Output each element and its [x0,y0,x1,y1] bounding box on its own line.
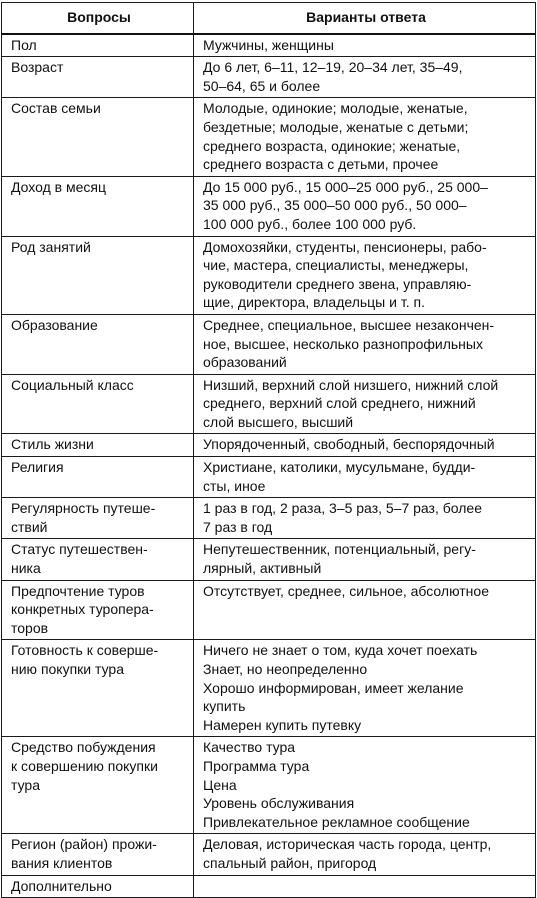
question-line: Социальный класс [11,376,134,393]
answer-line: бездетные; молодые, женатые с детьми; [203,118,469,135]
answer-line: 50–64, 65 и более [203,77,321,94]
table-row [2,98,536,176]
table-row [2,457,536,498]
answer-line: среднего возраста, одинокие; женатые, [203,137,461,154]
answer-line: среднего, верхний слой среднего, нижний [203,395,476,412]
answer-cell [194,374,536,434]
answer-line: Качество тура [203,739,296,756]
answer-line: спальный район, пригород [203,854,377,871]
question-line: Род занятий [11,238,91,255]
table-row [2,314,536,374]
question-cell [2,57,194,98]
question-cell [2,34,194,57]
question-cell [2,98,194,176]
table-row [2,57,536,98]
answer-line: Намерен купить путевку [203,716,362,733]
answer-line: лярный, активный [203,560,322,577]
answer-line: Домохозяйки, студенты, пенсионеры, рабо- [203,238,487,255]
answer-line: Отсутствует, среднее, сильное, абсолютное [203,582,489,599]
question-cell [2,236,194,314]
question-cell [2,737,194,834]
answer-cell [194,314,536,374]
table-row [2,434,536,457]
answer-line: Деловая, историческая часть города, центр, [203,836,492,853]
answer-line: сты, иное [203,477,266,494]
header-answers: Варианты ответа [194,3,536,34]
table-row [2,875,536,898]
answer-line: купить [203,698,246,715]
question-cell [2,539,194,580]
answer-line: Христиане, католики, мусульмане, будди- [203,459,476,476]
table-row [2,498,536,539]
question-line: Статус путешествен- [11,541,148,558]
answer-line: 35 000 руб., 35 000–50 000 руб., 50 000– [203,197,467,214]
question-line: вания клиентов [11,854,113,871]
header-questions: Вопросы [2,3,194,34]
answer-cell [194,457,536,498]
question-line: Предпочтение туров [11,582,145,599]
answer-cell [194,834,536,875]
question-cell [2,580,194,640]
question-line: конкретных туропера- [11,601,154,618]
question-line: Возраст [11,59,64,76]
question-cell [2,875,194,898]
answer-line: руководители среднего звена, управляю- [203,275,472,292]
table-row [2,834,536,875]
table-row [2,737,536,834]
answer-cell [194,434,536,457]
table-body [2,34,536,898]
answer-line: Знает, но неопределенно [203,661,368,677]
answer-line: 100 000 руб., более 100 000 руб. [203,215,417,232]
question-line: ника [11,560,41,577]
table-row [2,236,536,314]
table-row [2,640,536,737]
answer-line: слой высшего, высший [203,413,354,430]
table-row [2,176,536,236]
question-cell [2,834,194,875]
question-cell [2,640,194,737]
answer-cell [194,34,536,57]
answer-line: Упорядоченный, свободный, беспорядочный [203,436,495,453]
answer-line: Среднее, специальное, высшее незакончен- [203,316,495,333]
question-line: нию покупки тура [11,661,124,677]
question-line: Регион (район) прожи- [11,836,157,853]
answer-line: Программа тура [203,757,310,774]
answer-line: Хорошо информирован, имеет желание [203,679,464,696]
question-line: Стиль жизни [11,436,94,453]
question-cell [2,176,194,236]
answer-cell [194,236,536,314]
answer-cell [194,539,536,580]
answer-cell [194,737,536,834]
answer-cell [194,57,536,98]
answer-cell [194,875,536,898]
answer-line: чие, мастера, специалисты, менеджеры, [203,257,469,274]
question-cell [2,374,194,434]
survey-table [1,2,536,898]
question-line: ствий [11,518,48,535]
answer-line: До 15 000 руб., 15 000–25 000 руб., 25 000– [203,178,488,195]
question-line: Пол [11,36,37,53]
answer-line: Ничего не знает о том, куда хочет поехать [203,642,478,659]
answer-line: 7 раз в год [203,518,273,535]
question-line: Средство побуждения [11,739,156,756]
answer-cell [194,98,536,176]
question-cell [2,498,194,539]
question-line: Состав семьи [11,100,101,117]
answer-line: Мужчины, женщины [203,36,334,53]
question-line: тура [11,776,40,793]
table-row [2,539,536,580]
answer-line: Цена [203,776,237,793]
answer-line: Уровень обслуживания [203,795,355,812]
question-cell [2,434,194,457]
table-row [2,374,536,434]
answer-line: щие, директора, владельцы и т. п. [203,294,425,311]
table-row [2,34,536,57]
question-line: Доход в месяц [11,178,106,195]
answer-cell [194,640,536,737]
header-row [2,3,536,34]
answer-line: Привлекательное рекламное сообщение [203,813,470,830]
answer-line: 1 раз в год, 2 раза, 3–5 раз, 5–7 раз, более [203,500,482,517]
question-line: к совершению покупки [11,757,158,774]
question-line: Образование [11,316,98,333]
question-line: Регулярность путеше- [11,500,156,517]
answer-line: Низший, верхний слой низшего, нижний слой [203,376,499,393]
question-line: Дополнительно [11,877,112,894]
answer-line: До 6 лет, 6–11, 12–19, 20–34 лет, 35–49, [203,59,463,76]
answer-cell [194,176,536,236]
answer-cell [194,498,536,539]
answer-line: среднего возраста с детьми, прочее [203,156,439,173]
answer-cell [194,580,536,640]
table-row [2,580,536,640]
question-line: Готовность к соверше- [11,642,159,659]
question-cell [2,314,194,374]
answer-line: Молодые, одинокие; молодые, женатые, [203,100,468,117]
answer-line: образований [203,354,287,371]
question-line: торов [11,619,49,636]
answer-line: Непутешественник, потенциальный, регу- [203,541,476,558]
question-line: Религия [11,459,64,476]
question-cell [2,457,194,498]
answer-line: ное, высшее, несколько разнопрофильных [203,335,483,352]
